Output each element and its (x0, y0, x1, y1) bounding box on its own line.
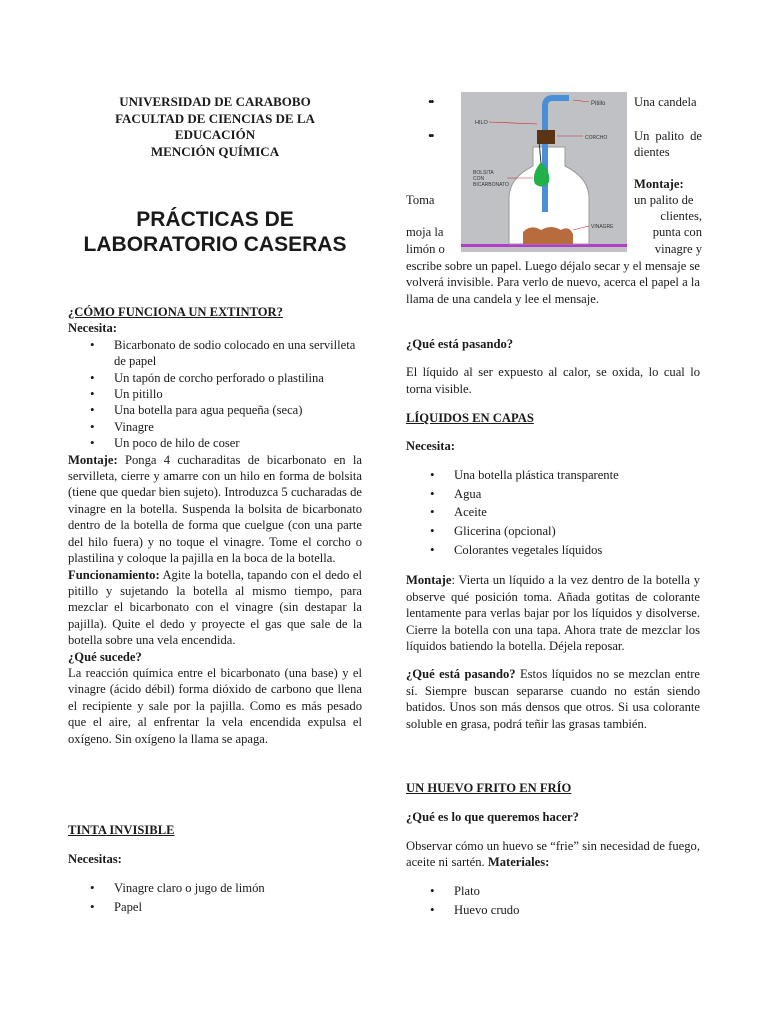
montaje-line-fragment: vinagre y (654, 242, 702, 256)
tinta-materials-list (68, 880, 362, 916)
bullet-item-palito: Un palito de dientes (634, 129, 702, 160)
page-title (68, 207, 362, 257)
diagram-svg (461, 92, 627, 252)
list-item: • • (406, 128, 461, 162)
capas-montaje-text: : Vierta un líquido a la vez dentro de la botella y observe qué posición toma. Añada gotitas de colorante lentamente para verlas bajar por los líquidos y disolverse. Cierre la botella con una tapa. Ahora trate de mezclar los líquidos batiendo la botella. Déjela reposar. (406, 573, 700, 654)
header-line-2: FACULTAD DE CIENCIAS DE LA (115, 110, 315, 126)
tinta-heading: TINTA INVISIBLE (68, 823, 175, 837)
huevo-section (406, 780, 700, 918)
leader-hilo (489, 122, 537, 124)
title-line-2: LABORATORIO CASERAS (83, 233, 347, 256)
capas-montaje-label: Montaje (406, 573, 452, 588)
huevo-materials-label: Materiales: (487, 855, 550, 870)
list-item: • Un tapón de corcho perforado o plastilina (68, 370, 362, 386)
extintor-materials-list (68, 337, 362, 452)
header-line-3: EDUCACIÓN (174, 127, 256, 142)
list-item: • Aceite (406, 504, 700, 520)
montaje-label-right: Montaje: (634, 177, 684, 191)
capas-section (406, 410, 700, 732)
label-hilo: HILO (475, 120, 488, 126)
label-pitillo: Pitillo (591, 101, 606, 107)
huevo-text (406, 838, 700, 871)
montaje-line-fragment: moja la (406, 225, 444, 239)
tinta-needs-label: Necesitas: (68, 852, 122, 867)
label-vinagre: VINAGRE (591, 224, 614, 230)
montaje-line-fragment: limón o (406, 242, 445, 256)
capas-pasando (406, 666, 700, 732)
extintor-montaje (68, 452, 362, 567)
tinta-extra-bullets (406, 94, 461, 162)
label-bolsita-l1: BOLSITA (473, 170, 494, 176)
list-item: • Un poco de hilo de coser (68, 435, 362, 451)
funcionamiento-label: Funcionamiento: (68, 567, 160, 582)
capas-needs-label: Necesita: (406, 439, 455, 454)
extintor-heading: ¿CÓMO FUNCIONA UN EXTINTOR? (68, 305, 283, 319)
capas-pasando-label: ¿Qué está pasando? (406, 667, 516, 682)
montaje-line-fragment: un palito de (634, 193, 694, 207)
label-bolsita-l3: BICARBONATO (473, 182, 509, 188)
capas-pasando-text: Estos líquidos no se mezclan entre sí. Siempre buscan separarse cuando no están siendo batidos. Unos son más densos que otros. Si usa colorante soluble en grasa, podrá teñir las grasas también. (406, 667, 700, 731)
cork (537, 130, 555, 144)
extintor-funcionamiento (68, 567, 362, 649)
header-line-4: MENCIÓN QUÍMICA (150, 143, 280, 159)
extintor-section (68, 304, 362, 747)
vinegar-liquid (523, 227, 573, 244)
tinta-section (68, 822, 362, 916)
montaje-line-fragment: clientes, (660, 209, 702, 223)
extintor-diagram (461, 92, 627, 252)
huevo-question: ¿Qué es lo que queremos hacer? (406, 810, 579, 825)
montaje-label: Montaje: (68, 452, 118, 467)
label-bolsita-l2: CON (473, 176, 485, 182)
funcionamiento-text: Agite la botella, tapando con el dedo el pitillo y sujetando la botella al mismo tiempo, para mezclar el bicarbonato con el vinagre (sin destapar la pajilla). Quite el dedo y proyecte el gas que sale de la botella sobre una vela encendida. (68, 567, 362, 648)
tinta-pasando-text: El líquido al ser expuesto al calor, se oxida, lo cual lo torna visible. (406, 365, 700, 396)
title-line-1: PRÁCTICAS DE (136, 208, 294, 231)
list-item: • • (406, 94, 461, 128)
capas-heading: LÍQUIDOS EN CAPAS (406, 411, 534, 425)
tinta-pasando-label: ¿Qué está pasando? (406, 337, 514, 351)
montaje-line-fragment: punta con (652, 225, 702, 239)
capas-materials-list (406, 467, 700, 559)
list-item: • Glicerina (opcional) (406, 523, 700, 539)
list-item: • Plato (406, 883, 700, 899)
huevo-materials-list (406, 883, 700, 919)
huevo-text-body: Observar cómo un huevo se “frie” sin necesidad de fuego, aceite ni sartén. (406, 838, 700, 870)
university-header (68, 94, 362, 160)
list-item: • Vinagre claro o jugo de limón (68, 880, 362, 896)
list-item: • Una botella para agua pequeña (seca) (68, 402, 362, 418)
montaje-text-rest: escribe sobre un papel. Luego déjalo secar y el mensaje se volverá invisible. Para verlo de nuevo, acerca el papel a la llama de una candela y lee el mensaje. (406, 259, 700, 306)
header-line-1: UNIVERSIDAD DE CARABOBO (119, 94, 311, 109)
capas-montaje (406, 572, 700, 654)
label-corcho: CORCHO (585, 135, 608, 141)
bullet-item-candela: Una candela (634, 95, 697, 109)
sucede-text: La reacción química entre el bicarbonato (una base) y el vinagre (ácido débil) forma dióxido de carbono que llena el recipiente y sale por la pajilla. Como es más pesado que el aire, al enfrentar la vela encendida expulsa el oxígeno. Sin oxígeno la llama se apaga. (68, 665, 362, 746)
list-item: • Huevo crudo (406, 902, 700, 918)
list-item: • Un pitillo (68, 386, 362, 402)
list-item: • Una botella plástica transparente (406, 467, 700, 483)
leader-pitillo (573, 100, 589, 102)
tinta-pasando-section (406, 336, 700, 397)
extintor-needs-label: Necesita: (68, 321, 117, 336)
list-item: • Papel (68, 899, 362, 915)
list-item: • Bicarbonato de sodio colocado en una servilleta de papel (68, 337, 362, 370)
list-item: • Colorantes vegetales líquidos (406, 542, 700, 558)
label-bolsita (473, 170, 509, 188)
sucede-label: ¿Qué sucede? (68, 649, 142, 664)
montaje-line-fragment: Toma (406, 193, 435, 207)
montaje-text: Ponga 4 cucharaditas de bicarbonato en la servilleta, cierre y amarre con un hilo en forma de bolsita (tiene que quedar bien sujeto). Introduzca 5 cucharadas de vinagre en la botella. Suspenda la bolsita de bicarbonato dentro de la botella de forma que cuelgue (con una parte del hilo fuera) y no toque el vinagre. Tome el corcho o plastilina y coloque la pajilla en la boca de la botella. (68, 452, 362, 566)
list-item: • Vinagre (68, 419, 362, 435)
huevo-heading: UN HUEVO FRITO EN FRÍO (406, 781, 572, 795)
list-item: • Agua (406, 486, 700, 502)
